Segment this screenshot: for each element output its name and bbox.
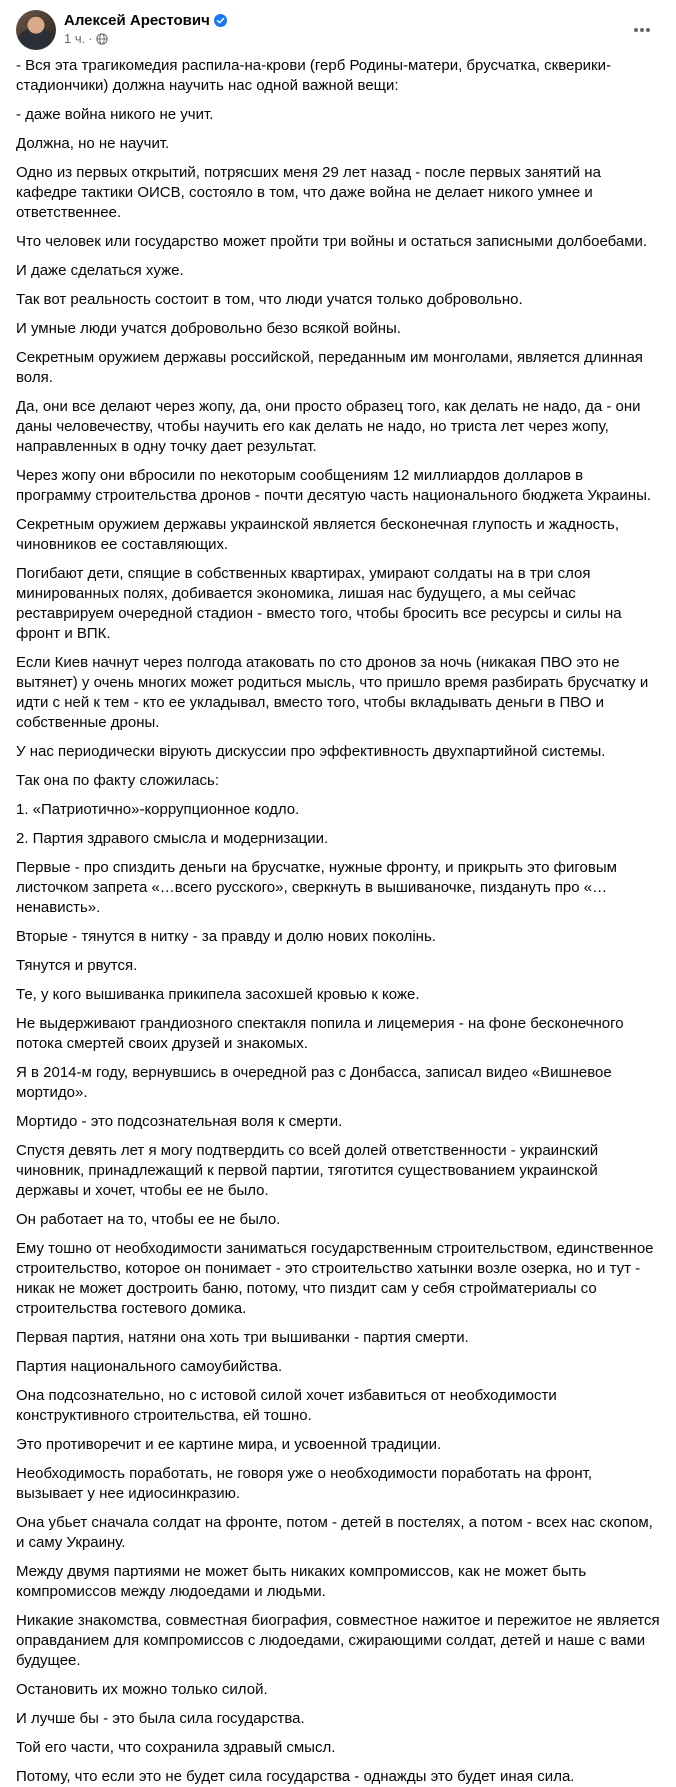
- post-paragraph: Он работает на то, чтобы ее не было.: [16, 1211, 281, 1228]
- post-body: [16, 52, 660, 1787]
- post-paragraph: И лучше бы - это была сила государства.: [16, 1710, 305, 1727]
- post-paragraph: - даже война никого не учит.: [16, 106, 214, 123]
- post-paragraph: Вторые - тянутся в нитку - за правду и долю нових поколінь.: [16, 928, 436, 945]
- post-paragraph: Первые - про спиздить деньги на брусчатке, нужные фронту, и прикрыть это фиговым листочком запрета «…всего русского», сверкнуть в вышиваночке, пиздануть про «…ненависть».: [16, 859, 617, 916]
- post-paragraph: Ему тошно от необходимости заниматься государственным строительством, единственное строительство, которое он понимает - это строительство хатынки возле озерка, но и тут - никак не может достроить баню, потому, что пиздит сам у себя стройматериалы со строительства гостевого домика.: [16, 1240, 654, 1317]
- author-row: [64, 10, 227, 30]
- post-paragraph: И умные люди учатся добровольно безо всякой войны.: [16, 320, 401, 337]
- author-name[interactable]: Алексей Арестович: [64, 11, 210, 29]
- post-paragraph: 1. «Патриотично»-коррупционное кодло.: [16, 801, 300, 818]
- post-paragraph: Секретным оружием державы украинской является бесконечная глупость и жадность, чиновников ее составляющих.: [16, 516, 620, 553]
- globe-icon[interactable]: [96, 33, 108, 45]
- post-paragraph: Не выдерживают грандиозного спектакля попила и лицемерия - на фоне бесконечного потока смертей своих друзей и знакомых.: [16, 1015, 624, 1052]
- post-timestamp[interactable]: 1 ч.: [64, 31, 86, 46]
- post-paragraph: Потому, что если это не будет сила государства - однажды это будет иная сила.: [16, 1768, 575, 1785]
- post-paragraph: Спустя девять лет я могу подтвердить со всей долей ответственности - украинский чиновник, принадлежащий к первой партии, тяготится существованием украинской державы и хочет, чтобы ее не было.: [16, 1142, 599, 1199]
- post-paragraph: - Вся эта трагикомедия распила-на-крови (герб Родины-матери, брусчатка, скверики-стадиончики) должна научить нас одной важной вещи:: [16, 57, 611, 94]
- time-row: [64, 31, 227, 46]
- post-paragraph: У нас периодически вірують дискуссии про эффективность двухпартийной системы.: [16, 743, 606, 760]
- post-paragraph: 2. Партия здравого смысла и модернизации.: [16, 830, 329, 847]
- post-paragraph: Той его части, что сохранила здравый смысл.: [16, 1739, 336, 1756]
- post-paragraph: Да, они все делают через жопу, да, они просто образец того, как делать не надо, да - они даны человечеству, чтобы научить его как делать не надо, но триста лет через жопу, направленных в одну точку дает результат.: [16, 398, 641, 455]
- post-paragraph: Я в 2014-м году, вернувшись в очередной раз с Донбасса, записал видео «Вишневое мортидо».: [16, 1064, 612, 1101]
- post-paragraph: Это противоречит и ее картине мира, и усвоенной традиции.: [16, 1436, 442, 1453]
- post-paragraph: Одно из первых открытий, потрясших меня 29 лет назад - после первых занятий на кафедре тактики ОИСВ, состояло в том, что даже война не делает никого умнее и ответственнее.: [16, 164, 601, 221]
- post-paragraph: Если Киев начнут через полгода атаковать по сто дронов за ночь (никакая ПВО это не вытянет) у очень многих может родиться мысль, что пришло время разбирать брусчатку и идти с ней к тем - кто ее укладывал, вместо того, чтобы вкладывать деньги в ПВО и собственные дроны.: [16, 654, 649, 731]
- verified-badge-icon: [214, 14, 227, 27]
- post-paragraph: Первая партия, натяни она хоть три вышиванки - партия смерти.: [16, 1329, 469, 1346]
- post-paragraph: Между двумя партиями не может быть никаких компромиссов, как не может быть компромиссов между людоедами и людьми.: [16, 1563, 587, 1600]
- post-paragraph: Так она по факту сложилась:: [16, 772, 220, 789]
- post-paragraph: Партия национального самоубийства.: [16, 1358, 283, 1375]
- separator-dot: ·: [88, 31, 93, 46]
- post-paragraph: Никакие знакомства, совместная биография, совместное нажитое и пережитое не является оправданием для компромиссов с людоедами, сжирающими солдат, детей и наше с вами будущее.: [16, 1612, 660, 1669]
- post-paragraph: Она убьет сначала солдат на фронте, потом - детей в постелях, а потом - всех нас скопом, и саму Украину.: [16, 1514, 653, 1551]
- post-paragraph: Остановить их можно только силой.: [16, 1681, 268, 1698]
- post-paragraph: Секретным оружием державы российской, переданным им монголами, является длинная воля.: [16, 349, 643, 386]
- post-paragraph: Мортидо - это подсознательная воля к смерти.: [16, 1113, 343, 1130]
- post-meta: [64, 10, 227, 46]
- post-header: [16, 0, 660, 52]
- post-paragraph: Необходимость поработать, не говоря уже о необходимости поработать на фронт, вызывает у нее идиосинкразию.: [16, 1465, 593, 1502]
- post-paragraph: Так вот реальность состоит в том, что люди учатся только добровольно.: [16, 291, 523, 308]
- post-paragraph: Погибают дети, спящие в собственных квартирах, умирают солдаты на в три слоя минированных полях, добивается экономика, лишая нас будущего, а мы сейчас реставрируем очередной стадион - вместо того, чтобы бросить все ресурсы и силы на фронт и ВПК.: [16, 565, 622, 642]
- post-paragraph: Должна, но не научит.: [16, 135, 170, 152]
- post-paragraph: И даже сделаться хуже.: [16, 262, 184, 279]
- post-paragraph: Через жопу они вбросили по некоторым сообщениям 12 миллиардов долларов в программу строительства дронов - почти десятую часть национального бюджета Украины.: [16, 467, 652, 504]
- avatar[interactable]: [16, 10, 56, 50]
- more-options-button[interactable]: [624, 12, 660, 48]
- post-paragraph: Тянутся и рвутся.: [16, 957, 138, 974]
- more-horizontal-icon: [632, 20, 652, 40]
- post-paragraph: Те, у кого вышиванка прикипела засохшей кровью к коже.: [16, 986, 420, 1003]
- post-paragraph: Что человек или государство может пройти три войны и остаться записными долбоебами.: [16, 233, 648, 250]
- post-paragraph: Она подсознательно, но с истовой силой хочет избавиться от необходимости конструктивного строительства, ей тошно.: [16, 1387, 557, 1424]
